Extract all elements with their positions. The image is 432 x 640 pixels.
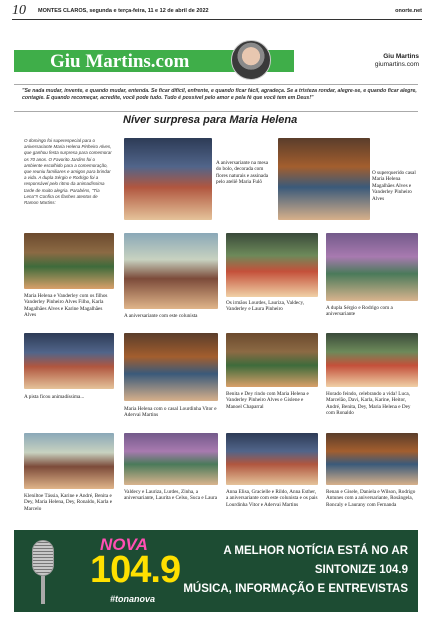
site-link[interactable]: onorte.net [395, 8, 422, 14]
ad-tagline: MÚSICA, INFORMAÇÃO E ENTREVISTAS [183, 583, 408, 595]
photo-columnist [124, 233, 218, 309]
microphone-icon [32, 540, 54, 576]
radio-advertisement[interactable] [14, 530, 418, 612]
photo-friends-couple [124, 333, 218, 401]
microphone-stand [41, 576, 45, 604]
caption-table-group-4: Renan e Gisele, Daniela e Wilson, Rodrigo Antunes com a aniversariante, Rosângela, Roncaly e Laurany com Fernanda [326, 489, 416, 508]
ad-hashtag: #tonanova [110, 594, 156, 604]
caption-celebrating: Horado feindo, celebrando a vida! Luca, Marcelão, Davi, Karla, Karine, Heitor, André, Benita, Dey, Maria Helena e Dey com Ronaldo [326, 391, 411, 417]
ad-frequency: 104.9 [90, 549, 181, 591]
caption-couple: O superquerido casal Maria Helena Magalhães Alves e Vanderley Pinheiro Alves [372, 170, 416, 202]
caption-cake-table: A aniversariante na mesa do bolo, decorada com flores naturais e assinada pelo ateliê Maria Fulô [216, 160, 268, 186]
article-intro: O domingo foi superespecial para o aniversariante Maria Helena Pinheiro Alves, que ganhou festa surpresa para comemorar os 70 anos. O Favorito Jardins foi o ambiente escolhido para a comemoração, que reuniu familiares e amigos para brindar a vida. A dupla Sérgio e Rodrigo foi a responsável pelo ritmo da animadíssima tarde de muito alegria. Parabéns, "Tia Lena"!! Confira os flashes atentos de Ramon Martins: [24, 138, 112, 206]
photo-table-group-3 [226, 433, 318, 485]
photo-table-group-1 [24, 433, 114, 489]
ad-tune-in: SINTONIZE 104.9 [314, 564, 408, 576]
caption-siblings: Os irmãos Lourdes, Lauriza, Valdecy, Vanderley e Laura Pinheiro [226, 300, 305, 313]
author-avatar [231, 40, 271, 80]
caption-family: Maria Helena e Vanderley com os filhos Vanderley Pinheiro Alves Filho, Karla Magalhães Alves e Karine Magalhães Alves [24, 293, 108, 319]
photo-couple [278, 138, 370, 220]
photo-dance-floor [24, 333, 114, 389]
page-number: 10 [12, 3, 26, 18]
photo-laughing [226, 333, 318, 387]
caption-duo: A dupla Sérgio e Rodrigo com a aniversariante [326, 305, 393, 318]
caption-table-group-2: Valdecy e Lauriza, Lurdes, Zinha, a aniversariante, Laurita e Celso, Suca e Laura [124, 489, 218, 502]
caption-laughing: Benita e Dey rindo com Maria Helena e Vanderley Pinheiro Alves e Gislene e Manoel Chaparral [226, 391, 309, 410]
article-title: Níver surpresa para Maria Helena [123, 114, 298, 126]
author-name: Giu Martins [383, 53, 419, 60]
date-line: MONTES CLAROS, segunda e terça-feira, 11 e 12 de abril de 2022 [38, 8, 209, 14]
caption-table-group-3: Anna Elisa, Gracielle e Rildo, Anna Esther, a aniversariante com este colunista e os pais Lourdinha Vitor e Adervai Martins [226, 489, 318, 508]
caption-table-group-1: Kleniltoe Tássia, Karine e André, Benita e Dey, Maria Helena, Dey, Ronaldo, Karla e Marcelo [24, 493, 113, 512]
author-site[interactable]: giumartins.com [374, 61, 419, 68]
photo-duo [326, 233, 418, 301]
photo-family [24, 233, 114, 289]
photo-table-group-2 [124, 433, 218, 485]
caption-friends-couple: Maria Helena com o casal Lourdinha Vitor e Adervai Martins [124, 406, 217, 419]
caption-dance-floor: A pista ficou animadíssima... [24, 394, 85, 400]
ad-brand: NOVA [100, 535, 148, 554]
column-title: Giu Martins.com [50, 51, 190, 72]
photo-siblings [226, 233, 318, 297]
column-quote: "Se nada mudar, invente, e quando mudar, entenda. Se ficar difícil, enfrente, e quando ficar fácil, agradeça. Se a tristeza rondar, alegre-se, e quando ficar alegre, contagie. E quando recomeçar, acredite, você pode tudo. Tudo é possível pelo amor e pela fé que você tem em Deus!" [22, 88, 417, 101]
ad-headline: A MELHOR NOTÍCIA ESTÁ NO AR [223, 545, 408, 557]
photo-cake-table [124, 138, 212, 220]
page-header [12, 3, 422, 20]
photo-celebrating [326, 333, 418, 387]
caption-columnist: A aniversariante com este colunista [124, 313, 198, 319]
photo-table-group-4 [326, 433, 418, 485]
